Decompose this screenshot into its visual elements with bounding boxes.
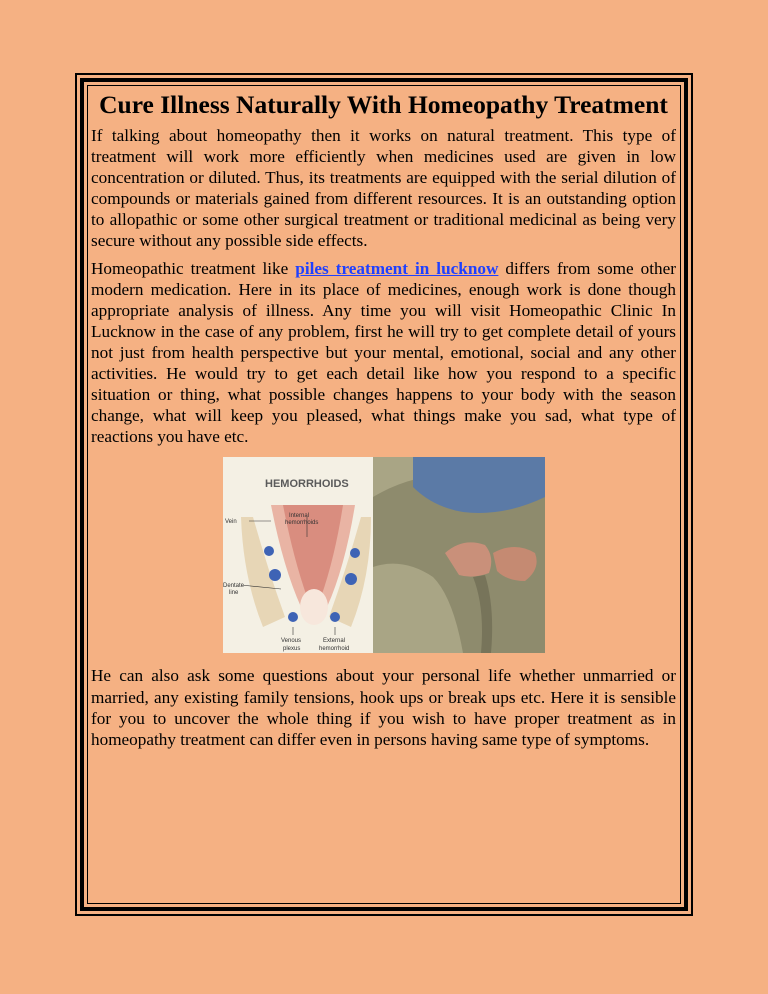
diagram-heading: HEMORRHOIDS	[264, 478, 349, 491]
label-vein: Vein	[224, 519, 237, 526]
label-venous: Venous	[280, 638, 301, 645]
hemorrhoids-illustration	[223, 457, 545, 653]
paragraph-text-after: differs from some other modern medication. Here in its place of medicines, enough work is done though appropriate analysis of illness. Any time you will visit Homeopathic Clinic In Lucknow in the case of any problem, first he will try to get complete detail of yours not just from health perspective but your mental, emotional, social and any other activities. He would try to get each detail like how you respond to a specific situation or thing, what possible changes happens to your body with the season change, what will keep you pleased, what things make you sad, what type of reactions you have etc.	[91, 258, 676, 447]
label-external-2: hemorrhoid	[318, 646, 349, 653]
treatment-paragraph	[91, 258, 676, 448]
piles-treatment-link[interactable]: piles treatment in lucknow	[295, 258, 499, 278]
page-title: Cure Illness Naturally With Homeopathy Treatment	[99, 90, 668, 119]
label-external: External	[322, 638, 345, 645]
document-body	[91, 87, 676, 750]
intro-paragraph: If talking about homeopathy then it works on natural treatment. This type of treatment will work more efficiently when medicines used are given in low concentration or diluted. Thus, its treatments are equipped with the serial dilution of compounds or materials gained from different resources. It is an outstanding option to allopathic or some other surgical treatment or traditional medicinal as being very secure without any possible side effects.	[91, 126, 676, 251]
label-venous-2: plexus	[282, 646, 300, 653]
label-internal-2: hemorrhoids	[284, 520, 318, 527]
paragraph-text-before: Homeopathic treatment like	[91, 258, 296, 278]
label-dentate-2: line	[228, 590, 238, 597]
personal-life-paragraph: He can also ask some questions about your personal life whether unmarried or married, any existing family tensions, hook ups or break ups etc. Here it is sensible for you to uncover the whole thing if you wish to have proper treatment as in homeopathy treatment can differ even in persons having same type of symptoms.	[91, 666, 676, 749]
label-internal: Internal	[288, 513, 309, 520]
label-dentate: Dentate	[222, 583, 244, 590]
